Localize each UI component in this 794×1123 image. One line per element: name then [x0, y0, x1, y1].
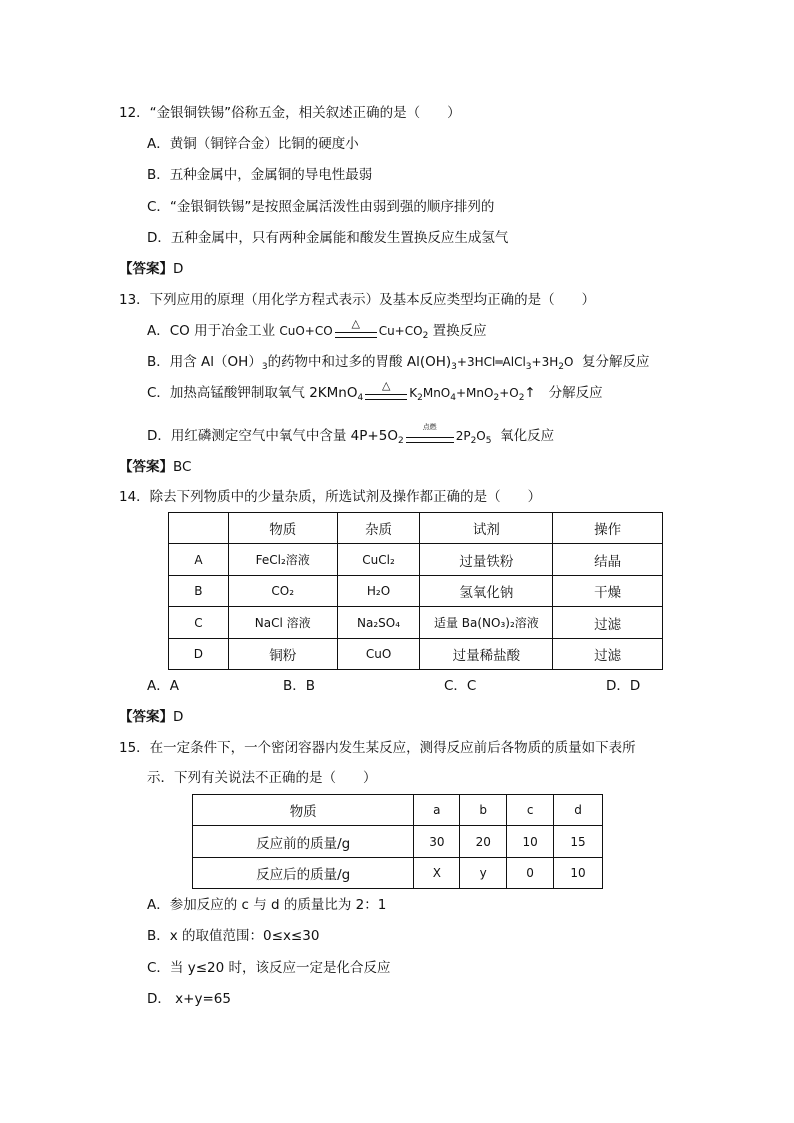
- q12-answer: [119, 260, 183, 278]
- q13-option-b: B．用含 $Al(OH)_3$的药物中和过多的胃酸 $Al(OH)_3+3HCl═AlCl_3+3H_2O$ 复分解反应: [147, 354, 650, 372]
- q14-choice-c: C．C: [444, 678, 477, 694]
- q12-stem: 12．“金银铜铁锡”俗称五金，相关叙述正确的是（ ）: [119, 105, 461, 121]
- table-cell: 15: [554, 826, 603, 858]
- table-header-cell: 物质: [228, 513, 337, 544]
- q13-b-text: B．用含 Al（OH）: [147, 354, 262, 370]
- q13-a-rhs: Cu+CO: [378, 324, 423, 338]
- q12-option-c: C．“金银铜铁锡”是按照金属活泼性由弱到强的顺序排列的: [147, 199, 495, 215]
- reaction-arrow: [333, 317, 379, 340]
- table-header-cell: a: [414, 795, 460, 826]
- table-cell: 适量 Ba(NO₃)₂溶液: [420, 607, 553, 639]
- q14-answer: [119, 708, 183, 726]
- table-cell: 氢氧化钠: [420, 576, 553, 607]
- table-cell: D: [169, 639, 229, 670]
- ignite-label: 点燃: [422, 423, 437, 431]
- q13-b-eq: +3HCl═AlCl: [456, 355, 526, 369]
- table-cell: CuO: [337, 639, 420, 670]
- table-cell: NaCl 溶液: [228, 607, 337, 639]
- q12-option-d: D．五种金属中，只有两种金属能和酸发生置换反应生成氢气: [147, 230, 509, 246]
- q13-a-text: A．CO 用于冶金工业: [147, 323, 280, 339]
- table-header-cell: d: [554, 795, 603, 826]
- table-row: [193, 858, 603, 889]
- q13-b-eq3: O: [563, 355, 574, 369]
- q15-stem-line2: 示．下列有关说法不正确的是（ ）: [147, 770, 377, 786]
- q14-choice-d: D．D: [606, 678, 641, 694]
- q13-c-text: C．加热高锰酸钾制取氧气 2KMnO: [147, 385, 358, 401]
- q13-d-rhs2: O: [476, 429, 486, 443]
- table-cell: B: [169, 576, 229, 607]
- q14-choice-a: A．A: [147, 678, 179, 694]
- answer-value: D: [173, 709, 184, 725]
- table-header-cell: 操作: [553, 513, 663, 544]
- answer-value: D: [173, 261, 184, 277]
- table-header-cell: 试剂: [420, 513, 553, 544]
- table-row: [169, 607, 663, 639]
- q13-answer: [119, 458, 191, 476]
- table-cell: y: [460, 858, 507, 889]
- q13-option-d: D．用红磷测定空气中氧气中含量 $4P+5O_2$ 点燃 $2P_2O_5$ 氧化反应: [147, 423, 555, 446]
- table-cell: 过滤: [553, 639, 663, 670]
- q13-c-rhs3: +MnO: [455, 386, 494, 400]
- table-cell: CuCl₂: [337, 544, 420, 576]
- table-cell: 干燥: [553, 576, 663, 607]
- table-cell: 铜粉: [228, 639, 337, 670]
- table-cell: 反应前的质量/g: [193, 826, 414, 858]
- table-cell: CO₂: [228, 576, 337, 607]
- table-cell: 结晶: [553, 544, 663, 576]
- heat-symbol: △: [382, 379, 391, 392]
- q13-option-c: C．加热高锰酸钾制取氧气 2KMnO$_4$ △ $K_2MnO_4+MnO_2+O_2↑$ 分解反应: [147, 379, 603, 403]
- q14-stem: 14．除去下列物质中的少量杂质，所选试剂及操作都正确的是（ ）: [119, 489, 542, 505]
- q13-option-a: A．CO 用于冶金工业 CuO+CO △ $Cu+CO_2$ 置换反应: [147, 317, 487, 341]
- table-cell: 10: [554, 858, 603, 889]
- table-cell: 20: [460, 826, 507, 858]
- q13-a-lhs: CuO+CO: [279, 324, 333, 338]
- q15-option-d: D． x+y=65: [147, 991, 231, 1007]
- table-header-cell: 杂质: [337, 513, 420, 544]
- q13-c-type: 分解反应: [548, 385, 603, 401]
- q13-b-rest: 的药物中和过多的胃酸 Al(OH): [267, 354, 452, 370]
- q13-c-rhs2: MnO: [422, 386, 451, 400]
- table-cell: H₂O: [337, 576, 420, 607]
- q15-option-b: B．x 的取值范围：0≤x≤30: [147, 928, 320, 944]
- table-header-cell: b: [460, 795, 507, 826]
- table-cell: A: [169, 544, 229, 576]
- q13-d-rhs1: 2P: [455, 429, 471, 443]
- table-cell: Na₂SO₄: [337, 607, 420, 639]
- table-header-cell: [169, 513, 229, 544]
- table-cell: 过滤: [553, 607, 663, 639]
- q13-b-eq2: +3H: [531, 355, 559, 369]
- table-row: [169, 639, 663, 670]
- q13-c-rhs4: +O: [499, 386, 519, 400]
- table-header-cell: c: [507, 795, 554, 826]
- table-cell: FeCl₂溶液: [228, 544, 337, 576]
- heat-symbol: △: [351, 317, 360, 330]
- q12-option-a: A．黄铜（铜锌合金）比铜的硬度小: [147, 136, 359, 152]
- table-cell: 0: [507, 858, 554, 889]
- q13-d-text: D．用红磷测定空气中氧气中含量 4P+5O: [147, 428, 398, 444]
- q13-b-type: 复分解反应: [582, 354, 650, 370]
- q15-stem-line1: 15．在一定条件下，一个密闭容器内发生某反应，测得反应前后各物质的质量如下表所: [119, 740, 636, 756]
- q15-option-a: A．参加反应的 c 与 d 的质量比为 2：1: [147, 897, 387, 913]
- table-cell: X: [414, 858, 460, 889]
- gas-arrow-icon: ↑: [524, 385, 536, 401]
- table-cell: 过量铁粉: [420, 544, 553, 576]
- q13-c-rhs1: K: [409, 386, 418, 400]
- q13-a-type: 置换反应: [428, 323, 487, 339]
- table-header-row: [169, 513, 663, 544]
- table-row: [169, 544, 663, 576]
- table-header-row: [193, 795, 603, 826]
- table-header-cell: 物质: [193, 795, 414, 826]
- answer-label: 【答案】: [119, 709, 173, 725]
- q14-table: [168, 512, 663, 670]
- q13-d-type: 氧化反应: [500, 428, 555, 444]
- answer-label: 【答案】: [119, 459, 173, 475]
- q13-stem: 13．下列应用的原理（用化学方程式表示）及基本反应类型均正确的是（ ）: [119, 292, 596, 308]
- table-cell: 过量稀盐酸: [420, 639, 553, 670]
- q12-option-b: B．五种金属中，金属铜的导电性最弱: [147, 167, 373, 183]
- q15-table: [192, 794, 603, 889]
- table-cell: 30: [414, 826, 460, 858]
- answer-label: 【答案】: [119, 261, 173, 277]
- answer-value: BC: [173, 459, 192, 475]
- reaction-arrow: [363, 379, 409, 402]
- reaction-arrow: [404, 423, 456, 445]
- q14-choice-b: B．B: [283, 678, 316, 694]
- q15-option-c: C．当 y≤20 时，该反应一定是化合反应: [147, 960, 391, 976]
- table-cell: 反应后的质量/g: [193, 858, 414, 889]
- table-cell: C: [169, 607, 229, 639]
- table-cell: 10: [507, 826, 554, 858]
- table-row: [169, 576, 663, 607]
- table-row: [193, 826, 603, 858]
